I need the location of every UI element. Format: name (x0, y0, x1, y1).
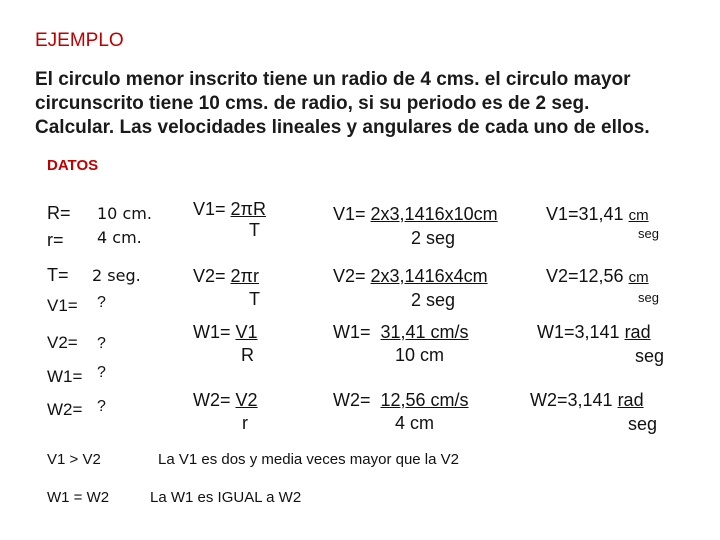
substitution-v2-lhs: V2= (333, 266, 371, 286)
problem-statement (35, 68, 650, 140)
formula-v2 (193, 266, 259, 286)
substitution-w1-lhs: W1= (333, 322, 381, 342)
result-v1-unit-numerator: cm (628, 207, 649, 224)
datos-T-label: T= (47, 265, 69, 285)
result-v2-unit-denominator: seg (638, 290, 659, 305)
result-v2-unit-numerator: cm (628, 269, 649, 286)
result-v2 (546, 266, 649, 288)
result-w1 (537, 322, 651, 342)
substitution-w1-numerator: 31,41 cm/s (380, 322, 469, 342)
result-w1-unit-numerator: rad (624, 322, 651, 342)
datos-W2-label: W2= (47, 400, 83, 419)
problem-line: circunscrito tiene 10 cms. de radio, si su periodo es de 2 seg. (35, 93, 590, 114)
datos-W2-value: ? (97, 398, 106, 415)
substitution-w2-lhs: W2= (333, 390, 381, 410)
formula-w1-numerator: V1 (235, 322, 258, 342)
formula-w1 (193, 322, 258, 342)
result-w2-unit-denominator: seg (628, 414, 658, 434)
substitution-w2 (333, 390, 469, 410)
formula-v1 (193, 199, 266, 219)
result-w2-lhs: W2=3,141 (530, 390, 618, 410)
substitution-v1-lhs: V1= (333, 204, 371, 224)
substitution-v2-numerator: 2x3,1416x4cm (370, 266, 488, 286)
formula-w2-numerator: V2 (235, 390, 258, 410)
result-v1 (546, 204, 649, 226)
substitution-w1-denominator: 10 cm (395, 345, 445, 365)
formula-w2 (193, 390, 258, 410)
conclusion-velocity-text: La V1 es dos y media veces mayor que la V2 (158, 451, 459, 468)
datos-V1-value: ? (97, 294, 106, 311)
formula-w2-lhs: W2= (193, 390, 236, 410)
datos-W1-value: ? (97, 364, 106, 381)
formula-v2-denominator: T (249, 289, 260, 309)
datos-T-value: 2 seg. (92, 266, 141, 285)
datos-V2-label: V2= (47, 333, 78, 352)
formula-v1-numerator: 2πR (230, 199, 266, 219)
datos-r-label: r= (47, 230, 64, 250)
result-w2-unit-numerator: rad (617, 390, 644, 410)
substitution-v1-numerator: 2x3,1416x10cm (370, 204, 498, 224)
datos-W1-label: W1= (47, 367, 83, 386)
datos-r-value: 4 cm. (97, 228, 142, 247)
substitution-v1 (333, 204, 498, 224)
datos-title: DATOS (47, 157, 99, 174)
example-heading: EJEMPLO (35, 30, 124, 51)
datos-R-label: R= (47, 203, 71, 223)
formula-v2-numerator: 2πr (230, 266, 259, 286)
result-v2-lhs: V2=12,56 (546, 266, 629, 286)
datos-V2-value: ? (97, 335, 106, 352)
formula-v1-lhs: V1= (193, 199, 231, 219)
result-v1-unit-denominator: seg (638, 226, 659, 241)
result-v1-lhs: V1=31,41 (546, 204, 629, 224)
problem-line: El circulo menor inscrito tiene un radio de 4 cms. el circulo mayor (35, 69, 631, 90)
substitution-w1 (333, 322, 469, 342)
conclusion-velocity-compare: V1 > V2 (47, 451, 101, 468)
formula-w1-lhs: W1= (193, 322, 236, 342)
result-w2 (530, 390, 644, 410)
datos-R-value: 10 cm. (97, 204, 152, 223)
formula-w2-denominator: r (242, 413, 248, 433)
formula-w1-denominator: R (241, 345, 254, 365)
formula-v2-lhs: V2= (193, 266, 231, 286)
substitution-v2-denominator: 2 seg (411, 290, 456, 310)
substitution-v1-denominator: 2 seg (411, 228, 456, 248)
problem-line: Calcular. Las velocidades lineales y angulares de cada uno de ellos. (35, 117, 650, 138)
substitution-v2 (333, 266, 488, 286)
substitution-w2-numerator: 12,56 cm/s (380, 390, 469, 410)
substitution-w2-denominator: 4 cm (395, 413, 435, 433)
formula-v1-denominator: T (249, 220, 260, 240)
result-w1-unit-denominator: seg (635, 346, 665, 366)
datos-V1-label: V1= (47, 296, 78, 315)
conclusion-angular-text: La W1 es IGUAL a W2 (150, 489, 302, 506)
conclusion-angular-compare: W1 = W2 (47, 489, 110, 506)
result-w1-lhs: W1=3,141 (537, 322, 625, 342)
